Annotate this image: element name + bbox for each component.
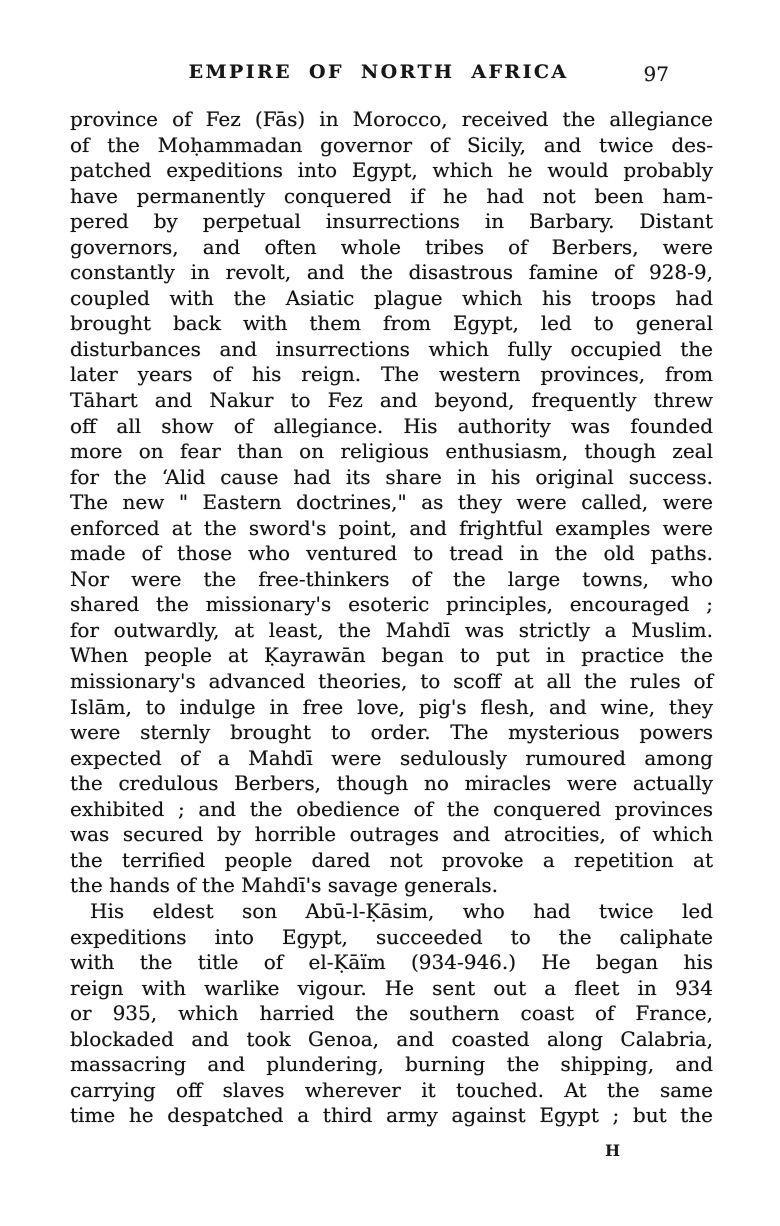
text-line: constantly in revolt, and the disastrous famine of 928-9, <box>70 260 713 285</box>
text-line: reign with warlike vigour. He sent out a fleet in 934 <box>70 975 713 1000</box>
page-number: 97 <box>643 62 669 86</box>
text-line: disturbances and insurrections which fully occupied the <box>70 336 713 361</box>
text-line: massacring and plundering, burning the shipping, and <box>70 1052 713 1077</box>
text-line: province of Fez (Fās) in Morocco, received the allegiance <box>70 107 713 131</box>
text-line: Islām, to indulge in free love, pig's flesh, and wine, they <box>70 694 713 719</box>
text-line: The new " Eastern doctrines," as they were called, were <box>70 490 713 515</box>
text-line: brought back with them from Egypt, led to general <box>70 311 713 336</box>
text-line: the credulous Berbers, though no miracles were actually <box>70 771 713 796</box>
text-line: coupled with the Asiatic plague which his troops had <box>70 285 713 310</box>
text-line: for the ʻAlid cause had its share in his original success. <box>70 464 713 489</box>
text-line: pered by perpetual insurrections in Barbary. Distant <box>70 209 713 234</box>
text-line: carrying off slaves wherever it touched. At the same <box>70 1077 713 1102</box>
text-line: missionary's advanced theories, to scoff at all the rules of <box>70 669 713 694</box>
text-line: have permanently conquered if he had not been ham- <box>70 183 713 208</box>
text-line: of the Moḥammadan governor of Sicily, and twice des- <box>70 132 713 157</box>
text-line: time he despatched a third army against Egypt ; but the <box>70 1103 713 1128</box>
running-title: EMPIRE OF NORTH AFRICA <box>188 61 569 83</box>
text-line: off all show of allegiance. His authority was founded <box>70 413 713 438</box>
text-line: His eldest son Abū-l-Ḳāsim, who had twice led <box>90 898 713 923</box>
text-line: exhibited ; and the obedience of the conquered provinces <box>70 796 713 821</box>
text-line: blockaded and took Genoa, and coasted along Calabria, <box>70 1026 713 1051</box>
text-line: When people at Ḳayrawān began to put in practice the <box>70 643 713 668</box>
text-line: enforced at the sword's point, and frightful examples were <box>70 515 713 540</box>
text-line: patched expeditions into Egypt, which he would probably <box>70 158 713 183</box>
text-line: Tāhart and Nakur to Fez and beyond, frequently threw <box>70 388 713 413</box>
text-line: the hands of the Mahdī's savage generals. <box>70 873 498 898</box>
printers-signature: H <box>605 1141 621 1160</box>
page-header <box>70 61 713 87</box>
text-line: with the title of el-Ḳāïm (934-946.) He began his <box>70 950 713 975</box>
text-line: later years of his reign. The western provinces, from <box>70 362 713 387</box>
text-line: the terrified people dared not provoke a repetition at <box>70 847 713 872</box>
text-line: governors, and often whole tribes of Berbers, were <box>70 234 713 259</box>
text-line: or 935, which harried the southern coast of France, <box>70 1001 713 1026</box>
text-line: were sternly brought to order. The mysterious powers <box>70 720 713 745</box>
text-line: expected of a Mahdī were sedulously rumoured among <box>70 745 713 770</box>
text-line: made of those who ventured to tread in the old paths. <box>70 541 713 566</box>
body-text <box>70 107 713 1129</box>
text-line: shared the missionary's esoteric principles, encouraged ; <box>70 592 713 617</box>
text-line: more on fear than on religious enthusiasm, though zeal <box>70 439 713 464</box>
text-line: for outwardly, at least, the Mahdī was strictly a Muslim. <box>70 617 713 642</box>
text-line: was secured by horrible outrages and atrocities, of which <box>70 822 713 847</box>
text-line: expeditions into Egypt, succeeded to the caliphate <box>70 924 713 949</box>
text-line: Nor were the free-thinkers of the large towns, who <box>70 566 713 591</box>
